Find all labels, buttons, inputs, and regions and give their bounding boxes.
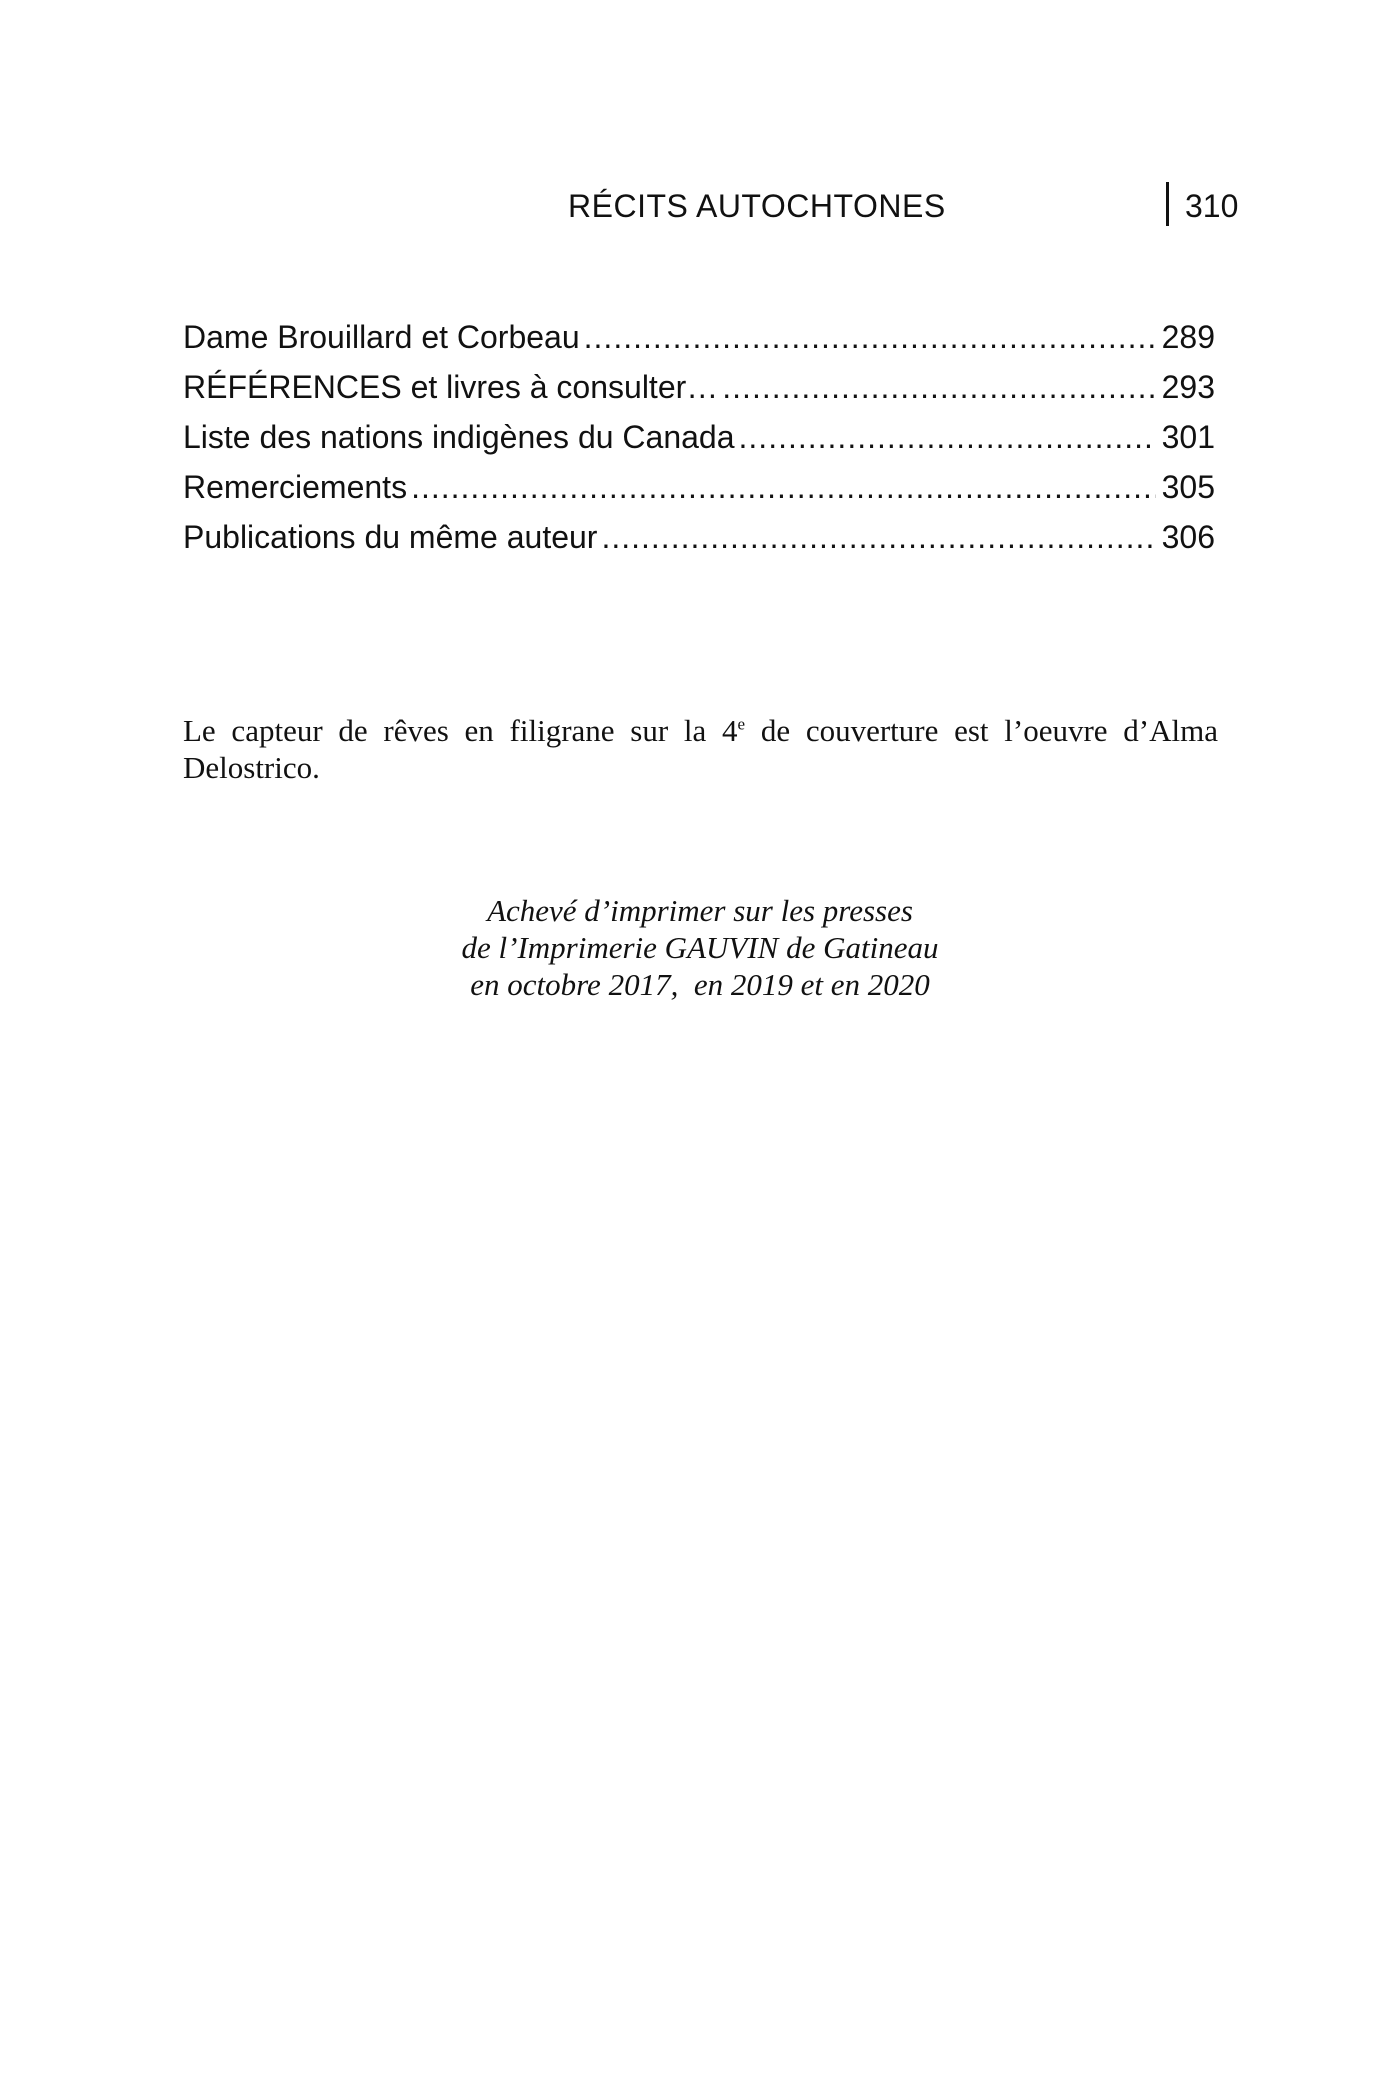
toc-entry bbox=[183, 412, 1215, 462]
toc-entry-page: 306 bbox=[1161, 519, 1215, 555]
toc-entry-title: RÉFÉRENCES et livres à consulter… bbox=[183, 369, 719, 405]
header-divider bbox=[1166, 182, 1169, 226]
running-title: RÉCITS AUTOCHTONES bbox=[568, 188, 946, 224]
colophon-line: de l’Imprimerie GAUVIN de Gatineau bbox=[461, 930, 939, 965]
toc-entry bbox=[183, 462, 1215, 512]
toc-dot-leader bbox=[584, 312, 1156, 362]
credit-note-text: Le capteur de rêves en filigrane sur la 4 bbox=[183, 713, 738, 748]
toc-dot-leader bbox=[411, 462, 1156, 512]
ordinal-superscript: e bbox=[737, 714, 746, 734]
printing-colophon bbox=[0, 892, 1400, 1003]
toc-entry bbox=[183, 512, 1215, 562]
toc-dot-leader bbox=[739, 412, 1156, 462]
cover-credit-note bbox=[183, 712, 1218, 786]
toc-dot-leader bbox=[601, 512, 1155, 562]
toc-entry bbox=[183, 362, 1215, 412]
running-header bbox=[0, 182, 1400, 230]
toc-entry-title: Dame Brouillard et Corbeau bbox=[183, 319, 580, 355]
colophon-line: en octobre 2017, en 2019 et en 2020 bbox=[470, 967, 930, 1002]
colophon-line: Achevé d’imprimer sur les presses bbox=[487, 893, 913, 928]
toc-entry-page: 305 bbox=[1161, 469, 1215, 505]
toc-entry-page: 289 bbox=[1161, 319, 1215, 355]
toc-dot-leader bbox=[722, 362, 1155, 412]
toc-entry-title: Publications du même auteur bbox=[183, 519, 598, 555]
toc-entry-page: 301 bbox=[1161, 419, 1215, 455]
credit-note-text-continued: de couverture est l’oeuvre d’Alma Delostrico. bbox=[183, 713, 1218, 785]
page-number: 310 bbox=[1185, 188, 1239, 224]
toc-entry bbox=[183, 312, 1215, 362]
toc-entry-title: Remerciements bbox=[183, 469, 408, 505]
toc-entry-title: Liste des nations indigènes du Canada bbox=[183, 419, 735, 455]
table-of-contents bbox=[183, 312, 1215, 562]
toc-entry-page: 293 bbox=[1161, 369, 1215, 405]
